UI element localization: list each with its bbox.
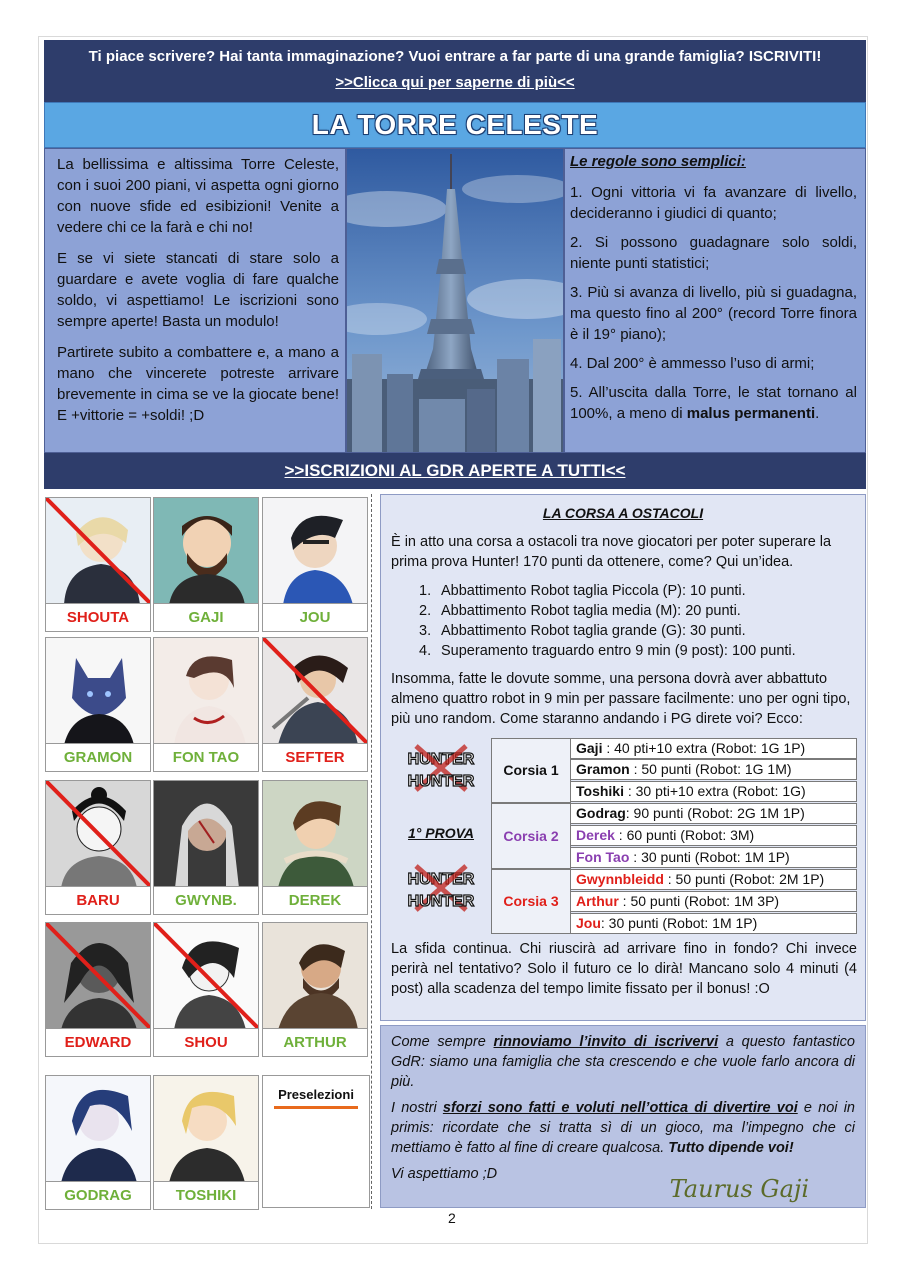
table-row [571, 738, 857, 759]
rule-item [570, 382, 857, 424]
avatar [262, 922, 368, 1029]
character-card-arthur[interactable] [262, 922, 372, 1057]
character-name: SHOU [153, 1029, 259, 1057]
list-text: Superamento traguardo entro 9 min (9 post): 100 punti. [441, 643, 796, 659]
character-name: DEREK [262, 887, 368, 915]
player-name: Gramon [576, 761, 630, 777]
list-item [419, 641, 855, 661]
character-card-fontao[interactable] [153, 637, 263, 772]
rule-item: 1. Ogni vittoria vi fa avanzare di livello, decideranno i giudici di quanto; [570, 184, 857, 222]
character-name: BARU [45, 887, 151, 915]
list-item [419, 621, 855, 641]
points-list [419, 581, 855, 661]
rules-title: Le regole sono semplici: [570, 153, 746, 170]
player-name: Arthur [576, 893, 619, 909]
list-number: 4. [419, 643, 432, 659]
rule-item: 3. Più si avanza di livello, più si guadagna, ma questo fino al 200° (record Torre finora è il 19° piano); [570, 284, 857, 343]
player-name: Toshiki [576, 783, 624, 799]
table-row [571, 847, 857, 868]
avatar [45, 637, 151, 744]
player-score: : 30 punti (Robot: 1M 1P) [629, 849, 790, 865]
character-card-godrag[interactable] [45, 1075, 155, 1210]
player-score: : 60 punti (Robot: 3M) [614, 827, 755, 843]
table-row [571, 759, 857, 780]
lane-1: Corsia 1 [491, 738, 571, 803]
logo-word: HUNTER [407, 893, 475, 910]
rule-item: 2. Si possono guadagnare solo soldi, niente punti statistici; [570, 234, 857, 272]
player-score: : 40 pti+10 extra (Robot: 1G 1P) [602, 740, 806, 756]
avatar [153, 497, 259, 604]
race-standings-table [391, 738, 857, 934]
character-card-gwynb[interactable] [153, 780, 263, 915]
player-score: : 30 punti (Robot: 1M 1P) [600, 915, 758, 931]
lane-2: Corsia 2 [491, 803, 571, 869]
invite-highlight: rinnoviamo l’invito di iscrivervi [493, 1034, 719, 1050]
first-trial-label: 1° PROVA [407, 825, 475, 841]
character-name: FON TAO [153, 744, 259, 772]
character-card-shou[interactable] [153, 922, 263, 1057]
character-name: SHOUTA [45, 604, 151, 632]
preselection-underline [274, 1106, 358, 1109]
character-name: ARTHUR [262, 1029, 368, 1057]
list-number: 3. [419, 623, 432, 639]
avatar [45, 1075, 151, 1182]
rule-item: 4. Dal 200° è ammesso l’uso di armi; [570, 355, 815, 372]
player-name: Godrag [576, 805, 626, 821]
invite-box [380, 1025, 866, 1208]
page-number: 2 [448, 1210, 456, 1226]
avatar [45, 497, 151, 604]
character-card-sefter[interactable] [262, 637, 372, 772]
character-card-derek[interactable] [262, 780, 372, 915]
race-title: LA CORSA A OSTACOLI [542, 505, 704, 521]
rule-5-bold: malus permanenti [686, 405, 816, 422]
player-name: Jou [576, 915, 601, 931]
hunter-logo [391, 858, 491, 918]
avatar [153, 1075, 259, 1182]
character-name: GRAMON [45, 744, 151, 772]
player-score: : 50 punti (Robot: 2M 1P) [663, 871, 825, 887]
avatar [262, 637, 368, 744]
intro-paragraph: E se vi siete stancati di stare solo a guardare e avete voglia di fare qualche soldo, vi aspettiamo! Le iscrizioni sono sempre aperte! Basta un modulo! [57, 250, 339, 330]
player-name: Fon Tao [576, 849, 630, 865]
lane-3: Corsia 3 [491, 869, 571, 934]
table-row [571, 781, 857, 802]
invite-highlight: sforzi sono fatti e voluti nell’ottica di divertire voi [442, 1100, 798, 1116]
character-card-shouta[interactable] [45, 497, 155, 632]
player-score: : 90 punti (Robot: 2G 1M 1P) [625, 805, 805, 821]
signature: Taurus Gaji [669, 1175, 809, 1203]
character-name: EDWARD [45, 1029, 151, 1057]
invite-paragraph [391, 1032, 855, 1092]
list-text: Abbattimento Robot taglia grande (G): 30 punti. [441, 623, 746, 639]
list-item [419, 581, 855, 601]
list-item [419, 601, 855, 621]
player-name: Derek [576, 827, 615, 843]
table-row [571, 825, 857, 846]
invite-text: e noi in primis: ricordate che si tratta sì di un gioco, ma l’impegno che ci mettiamo è fatto al fine di creare qualcosa. [391, 1100, 855, 1156]
player-score: : 50 punti (Robot: 1M 3P) [618, 893, 780, 909]
invite-text: I nostri [391, 1100, 443, 1116]
invite-text: a questo fantastico GdR: siamo una famiglia che sta crescendo e che vuole farlo ancora di più. [391, 1034, 855, 1090]
invite-text: Come sempre [391, 1034, 494, 1050]
table-row [571, 891, 857, 912]
character-name: SEFTER [262, 744, 368, 772]
list-text: Abbattimento Robot taglia Piccola (P): 10 punti. [441, 583, 746, 599]
character-name: GODRAG [45, 1182, 151, 1210]
signup-link[interactable]: >>ISCRIZIONI AL GDR APERTE A TUTTI<< [44, 453, 866, 489]
player-name: Gaji [576, 740, 603, 756]
race-summary: Insomma, fatte le dovute somme, una persona dovrà aver abbattuto almeno quattro robot in 9 min per passare facilmente: uno per ogni tipo, più uno random. Come staranno andando i PG direte voi? Ecco: [391, 671, 851, 727]
tower-image [346, 148, 564, 453]
race-intro: È in atto una corsa a ostacoli tra nove giocatori per poter superare la prima prova Hunter! 170 punti da ottenere, come? Qui un’idea. [391, 534, 832, 570]
avatar [153, 637, 259, 744]
avatar [153, 780, 259, 887]
character-card-baru[interactable] [45, 780, 155, 915]
character-name: TOSHIKI [153, 1182, 259, 1210]
player-score: : 30 pti+10 extra (Robot: 1G) [623, 783, 806, 799]
avatar [153, 922, 259, 1029]
rules-box [564, 148, 866, 453]
character-card-gaji[interactable] [153, 497, 263, 632]
hunter-logo [391, 738, 491, 798]
character-card-edward[interactable] [45, 922, 155, 1057]
logo-word: HUNTER [407, 871, 475, 888]
more-info-link[interactable]: >>Clicca qui per saperne di più<< [335, 74, 575, 91]
preselection-card [262, 1075, 370, 1208]
character-name: JOU [262, 604, 368, 632]
obstacle-race-box [380, 494, 866, 1021]
character-card-toshiki[interactable] [153, 1075, 263, 1210]
rule-5-text: 5. All’uscita dalla Torre, le stat tornano al 100%, a meno di [570, 384, 857, 422]
list-number: 2. [419, 603, 432, 619]
avatar [262, 780, 368, 887]
recruitment-banner[interactable] [44, 40, 866, 102]
logo-word: HUNTER [407, 751, 475, 768]
invite-paragraph: Vi aspettiamo ;D [391, 1166, 498, 1182]
title-bar [44, 102, 866, 148]
list-text: Abbattimento Robot taglia media (M): 20 punti. [441, 603, 741, 619]
preselection-label: Preselezioni [278, 1087, 354, 1102]
invite-paragraph [391, 1098, 855, 1158]
player-name: Gwynnbleidd [576, 871, 664, 887]
table-row [571, 913, 857, 934]
race-closing: La sfida continua. Chi riuscirà ad arrivare fino in fondo? Chi invece perirà nel tentativo? Solo il futuro ce lo dirà! Mancano solo 4 minuti (4 post) alla scadenza del tempo limite fissato per il bonus! :O [391, 941, 857, 997]
intro-paragraph: La bellissima e altissima Torre Celeste, con i suoi 200 piani, vi aspetta ogni giorno con nuove sfide ed esibizioni! Venite a vedere chi ce la farà e chi no! [57, 156, 339, 236]
character-name: GWYNB. [153, 887, 259, 915]
character-name: GAJI [153, 604, 259, 632]
avatar [45, 922, 151, 1029]
rule-5-end: . [815, 405, 820, 422]
page-title: LA TORRE CELESTE [311, 109, 599, 140]
intro-paragraph: Partirete subito a combattere e, a mano a mano che vincerete potreste arrivare brevemente in cima se ve la giocate bene! E +vittorie = +soldi! ;D [57, 344, 339, 424]
avatar [262, 497, 368, 604]
intro-box [44, 148, 346, 453]
table-row [571, 869, 857, 890]
avatar [45, 780, 151, 887]
invite-bold: Tutto dipende voi! [668, 1140, 794, 1156]
player-score: : 50 punti (Robot: 1G 1M) [629, 761, 792, 777]
table-row [571, 803, 857, 824]
character-card-jou[interactable] [262, 497, 372, 632]
banner-text: Ti piace scrivere? Hai tanta immaginazione? Vuoi entrare a far parte di una grande famiglia? ISCRIVITI! [88, 48, 822, 65]
logo-word: HUNTER [407, 773, 475, 790]
list-number: 1. [419, 583, 432, 599]
character-card-gramon[interactable] [45, 637, 155, 772]
